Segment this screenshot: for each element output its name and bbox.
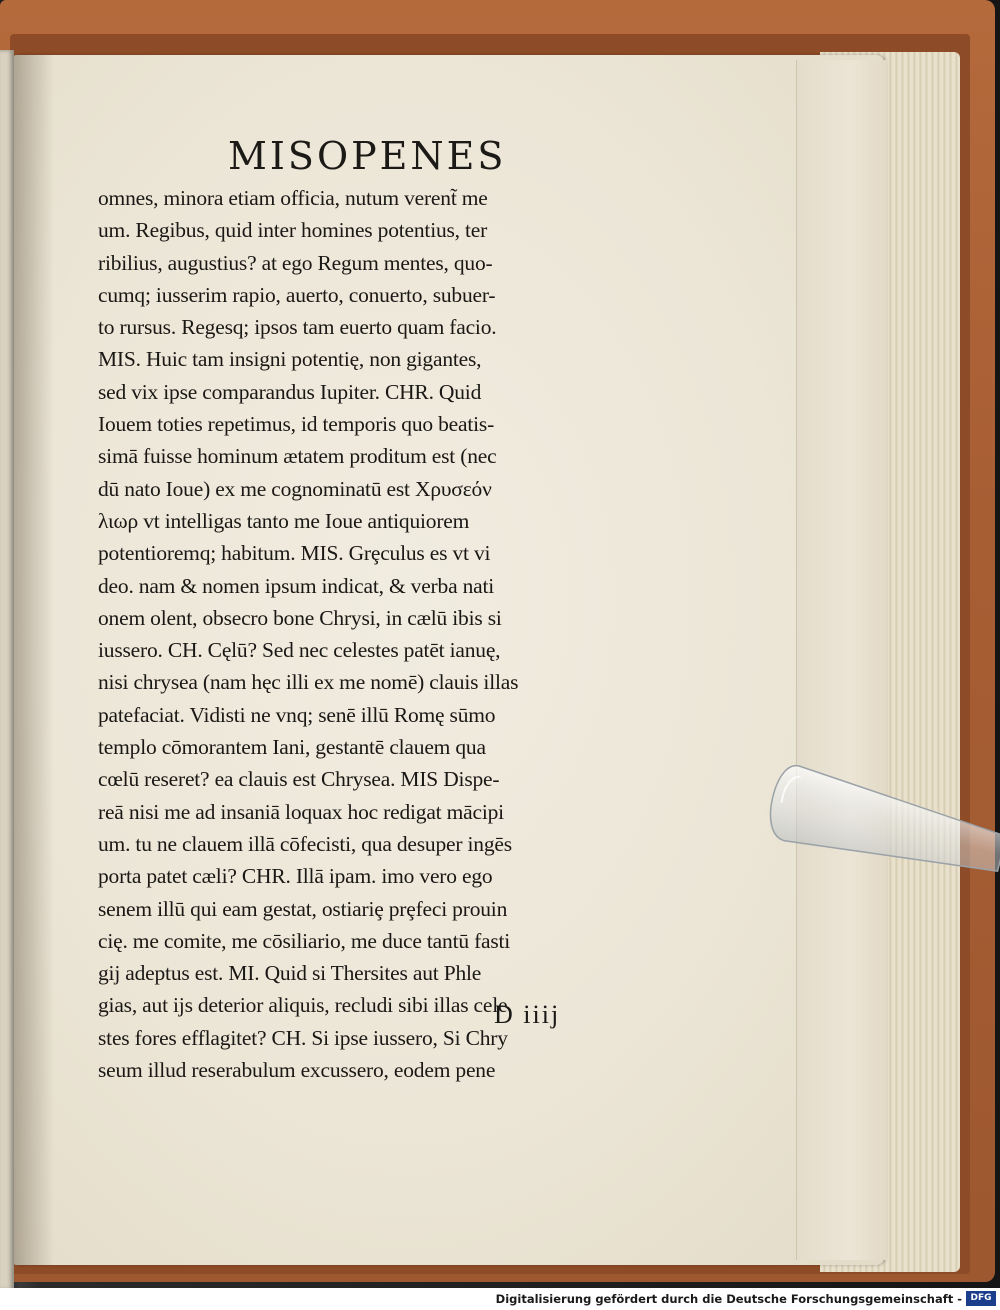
text-line: nisi chrysea (nam hęc illi ex me nomē) clauis illas	[98, 670, 519, 695]
text-line: sed vix ipse comparandus Iupiter. CHR. Quid	[98, 379, 482, 404]
text-line: gij adeptus est. MI. Quid si Thersites aut Phle	[98, 961, 482, 986]
funding-credit: Digitalisierung gefördert durch die Deutsche Forschungsgemeinschaft -	[495, 1292, 962, 1306]
gutter-shadow	[14, 55, 54, 1265]
text-line: stes fores efflagitet? CH. Si ipse iussero, Si Chry	[98, 1025, 508, 1050]
text-line: iussero. CH. Cęlū? Sed nec celestes patēt ianuę,	[98, 638, 501, 663]
text-line: seum illud reserabulum excussero, eodem pene	[98, 1058, 496, 1083]
left-page-edge	[0, 50, 14, 1288]
signature-mark: D iiij	[494, 1000, 561, 1029]
page-fold-flap	[796, 60, 887, 1260]
footer-bar	[0, 1288, 1000, 1310]
text-line: onem olent, obsecro bone Chrysi, in cælū ibis si	[98, 605, 502, 630]
text-line: dū nato Ioue) ex me cognominatū est Χρυσεόν	[98, 476, 492, 501]
text-line: gias, aut ijs deterior aliquis, recludi sibi illas cele	[98, 993, 508, 1018]
body-text	[98, 182, 618, 1086]
text-line: omnes, minora etiam officia, nutum verent̃ me	[98, 186, 488, 210]
text-line: simā fuisse hominum ætatem proditum est (nec	[98, 444, 497, 469]
text-line: um. Regibus, quid inter homines potentius, ter	[98, 218, 488, 243]
text-line: Iouem toties repetimus, id temporis quo beatis-	[98, 412, 495, 437]
text-line: ribilius, augustius? at ego Regum mentes, quo-	[98, 250, 493, 275]
text-line: reā nisi me ad insaniā loquax hoc redigat mācipi	[98, 799, 504, 824]
text-line: deo. nam & nomen ipsum indicat, & verba nati	[98, 573, 495, 598]
running-head: MISOPENES	[228, 134, 507, 178]
text-line: potentioremq; habitum. MIS. Grȩculus es vt vi	[98, 541, 491, 566]
text-line: λιωρ vt intelligas tanto me Ioue antiquiorem	[98, 508, 470, 533]
text-line: porta patet cæli? CHR. Illā ipam. imo vero ego	[98, 864, 493, 889]
dfg-logo: DFG	[966, 1291, 996, 1306]
text-line: patefaciat. Vidisti ne vnq; senē illū Romę sūmo	[98, 702, 496, 727]
text-line: templo cōmorantem Iani, gestantē clauem qua	[98, 735, 486, 760]
text-line: senem illū qui eam gestat, ostiariȩ prȩfeci prouin	[98, 896, 508, 921]
text-line: cumq; iusserim rapio, auerto, conuerto, subuer-	[98, 282, 496, 307]
text-line: cœlū reseret? ea clauis est Chrysea. MIS Dispe-	[98, 767, 500, 792]
text-line: MIS. Huic tam insigni potentię, non gigantes,	[98, 347, 482, 372]
text-line: cię. me comite, me cōsiliario, me duce tantū fasti	[98, 928, 511, 953]
text-line: to rursus. Regesq; ipsos tam euerto quam facio.	[98, 315, 497, 340]
text-line: um. tu ne clauem illā cōfecisti, qua desuper ingēs	[98, 831, 512, 856]
